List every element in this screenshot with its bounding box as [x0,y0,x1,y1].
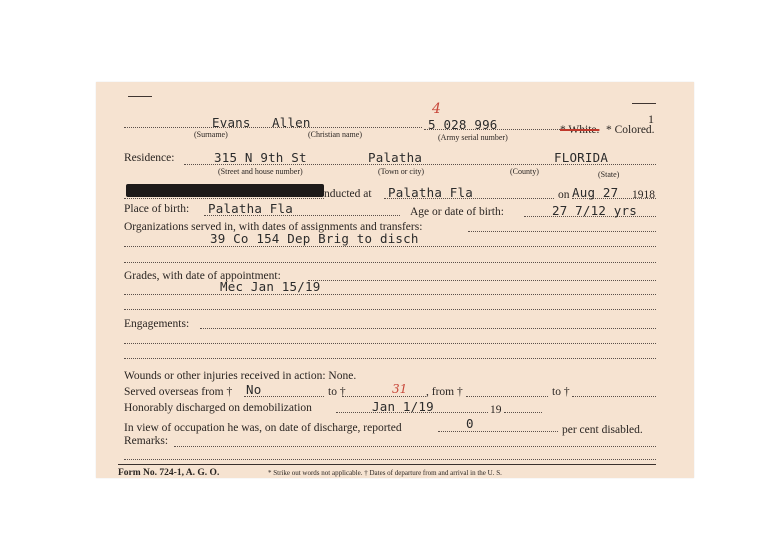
wounds-label: Wounds or other injuries received in action: None. [124,370,357,382]
age-value: 27 7/12 yrs [552,203,637,218]
state-value: FLORIDA [554,150,609,165]
organizations-line-2 [124,246,656,247]
engagements-line-2 [124,343,656,344]
on-label: on [558,189,570,201]
serial-number-value [428,118,498,131]
race-white-text: * White. [560,124,600,136]
inducted-year: 1918 [632,189,655,201]
organizations-value: 39 Co 154 Dep Brig to disch [210,231,419,246]
remarks-line-2 [124,459,656,460]
state-label: (State) [598,170,620,179]
overseas-from2-line [466,396,548,397]
grades-line-3 [124,309,656,310]
footnote: * Strike out words not applicable. † Dates of departure from and arrival in the U. S. [268,469,502,477]
footer-rule [118,464,656,465]
disability-value: 0 [466,416,474,431]
residence-label: Residence: [124,152,175,164]
discharge-correction: 31 [392,382,408,396]
race-colored: * Colored. [606,124,655,136]
street-label: (Street and house number) [218,167,303,176]
discharged-label: Honorably discharged on demobilization [124,402,312,414]
overseas-label: Served overseas from † [124,386,233,398]
grades-value: Mec Jan 15/19 [220,279,321,294]
grades-line-2 [124,294,656,295]
birth-place-value: Palatha Fla [208,201,293,216]
overseas-from2-label: , from † [426,386,463,398]
organizations-line-3 [124,262,656,263]
discharged-year-line [504,412,542,413]
overseas-value: No [246,382,262,397]
engagements-line-1 [200,328,656,329]
race-white [560,124,599,136]
age-label: Age or date of birth: [410,206,504,218]
discharged-value: Jan 1/19 [372,399,434,414]
inducted-date-value: Aug 27 [572,185,619,200]
engagements-label: Engagements: [124,318,190,330]
town-value: Palatha [368,150,423,165]
remarks-label: Remarks: [124,435,169,447]
engagements-line-3 [124,358,656,359]
card-number: 1 [648,112,654,126]
overseas-to-label: to † [328,386,346,398]
overseas-to2-line [572,396,656,397]
redaction-bar [126,184,324,197]
surname-label: (Surname) [194,130,228,139]
serial-number-text: 5 028 996 [428,117,498,132]
surname-value: Evans [212,115,251,130]
remarks-line-1 [174,446,656,447]
form-number: Form No. 724-1, A. G. O. [118,468,220,478]
christian-name-label: (Christian name) [308,130,362,139]
corner-rule-right [632,103,656,104]
street-value: 315 N 9th St [214,150,307,165]
corner-rule [128,96,152,97]
organizations-label: Organizations served in, with dates of assignments and transfers: [124,221,423,233]
organizations-line-1 [468,231,656,232]
serial-label: (Army serial number) [438,133,508,142]
grades-label: Grades, with date of appointment: [124,270,281,282]
occupation-label: In view of occupation he was, on date of discharge, reported [124,422,402,434]
disability-line [438,431,558,432]
service-record-card [96,82,694,478]
grades-line-1 [308,280,656,281]
overseas-to-line [342,396,426,397]
discharged-year-label: 19 [490,404,502,416]
overseas-to2-label: to † [552,386,570,398]
inducted-label: nducted at [324,188,372,200]
inducted-place-value: Palatha Fla [388,185,473,200]
christian-name-value: Allen [272,115,311,130]
town-label: (Town or city) [378,167,425,176]
birth-label: Place of birth: [124,203,190,215]
inducted-lead-line [124,198,324,199]
county-label: (County) [510,167,539,176]
serial-correction: 4 [432,101,441,117]
percent-disabled-label: per cent disabled. [562,424,643,436]
